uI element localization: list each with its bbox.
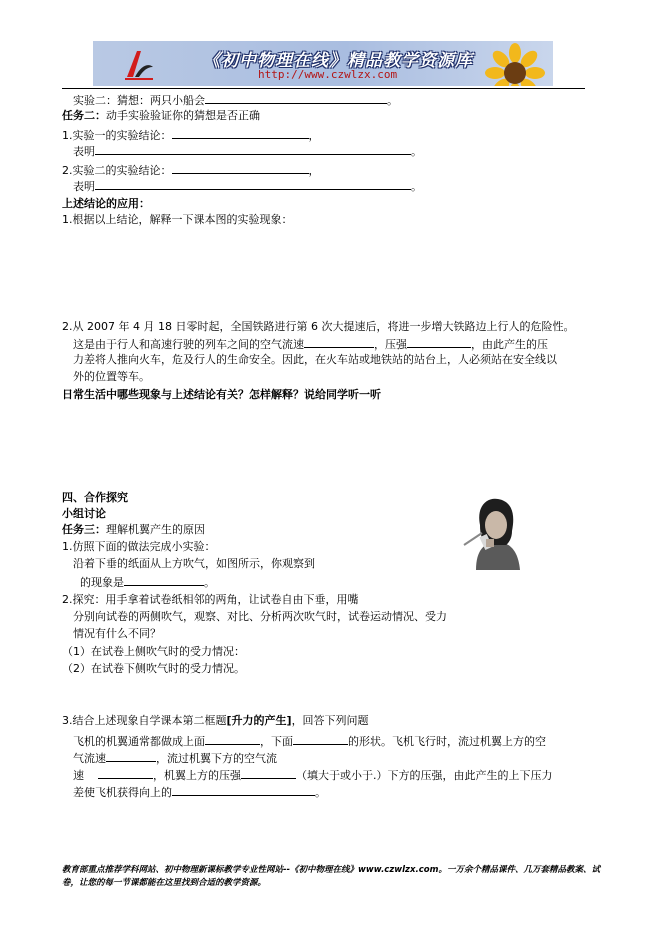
exp2-guess-line [73, 92, 398, 108]
q2-line [62, 162, 320, 178]
q1-label: 1.实验一的实验结论： [62, 129, 172, 142]
wing-text-a: 飞机的机翼通常都做成上面 [73, 735, 205, 748]
upper-airspeed-blank[interactable] [106, 750, 156, 762]
q1-comma: ， [308, 129, 320, 142]
t3-item-2b: 情况有什么不同？ [73, 627, 161, 640]
t3-item-1b-label: 的现象是 [80, 576, 124, 589]
q1-show-blank[interactable] [95, 143, 411, 155]
task3-text: 理解机翼产生的原因 [106, 523, 205, 536]
task2-text: 动手实验验证你的猜想是否正确 [106, 109, 260, 122]
task3-label: 任务三： [62, 523, 106, 536]
footer-note: 教育部重点推荐学科网站、初中物理新课标教学专业性网站--《初中物理在线》www.czwlzx.com。一万余个精品课件、几万套精品教案、试卷，让您的每一节课都能在这里找到合适的教学资源。 [62, 865, 600, 888]
upper-pressure-blank[interactable] [241, 767, 296, 779]
t3-item-2d: （2）在试卷下侧吹气时的受力情况。 [62, 662, 245, 675]
lift-blank[interactable] [172, 784, 315, 796]
t3-item-1: 1.仿照下面的做法完成小实验： [62, 540, 216, 553]
t3-item-3-text-c: ，回答下列问题 [291, 714, 369, 727]
q2-show-blank[interactable] [95, 178, 411, 190]
q2-show-label: 表明 [73, 180, 95, 193]
t3-item-3-line [62, 714, 369, 728]
airspeed-blank[interactable] [304, 336, 374, 348]
sunflower-icon [485, 43, 545, 86]
t3-item-1a: 沿着下垂的纸面从上方吹气，如图所示，你观察到 [73, 557, 315, 570]
banner-url[interactable]: http://www.czwlzx.com [258, 68, 398, 81]
apply2-text-a: 这是由于行人和高速行驶的列车之间的空气流速 [73, 338, 304, 351]
apply-item-2-line3: 力差将人推向火车，危及行人的生命安全。因此，在火车站或地铁站的站台上，人必须站在安全线以 [73, 353, 557, 366]
t3-item-2: 2.探究：用手拿着试卷纸相邻的两角，让试卷自由下垂，用嘴 [62, 593, 359, 606]
wing-text-f: 速 [73, 769, 84, 782]
task3-line [62, 523, 205, 537]
q1-show-line [73, 143, 422, 159]
q1-end: 。 [411, 145, 422, 158]
student-blowing-paper-photo [462, 495, 532, 570]
exp2-guess-blank[interactable] [205, 92, 387, 104]
wing-upper-shape-blank[interactable] [205, 733, 260, 745]
wing-text-b: ，下面 [260, 735, 293, 748]
observation-blank[interactable] [124, 574, 204, 586]
apply2-text-c: ，由此产生的压 [471, 338, 548, 351]
wing-line-1 [73, 733, 546, 749]
task2-line [62, 109, 260, 123]
site-logo-icon [123, 47, 155, 81]
daily-question: 日常生活中哪些现象与上述结论有关？怎样解释？说给同学听一听 [62, 388, 381, 401]
q2-blank[interactable] [172, 162, 309, 174]
wing-text-g: ，机翼上方的压强 [153, 769, 241, 782]
wing-line-2 [73, 750, 277, 766]
wing-text-j: 。 [315, 786, 326, 799]
header-rule [62, 88, 585, 89]
lower-airspeed-blank[interactable] [98, 767, 153, 779]
wing-text-c: 的形状。飞机飞行时，流过机翼上方的空 [348, 735, 546, 748]
q2-comma: ， [308, 164, 320, 177]
apply-item-2-line4: 外的位置等车。 [73, 370, 150, 383]
apply-item-1: 1.根据以上结论，解释一下课本图的实验现象： [62, 213, 293, 226]
apply-heading: 上述结论的应用： [62, 197, 150, 210]
wing-line-4 [73, 784, 326, 800]
wing-text-h: （填大于或小于.）下方的压强，由此产生的上下压力 [296, 769, 553, 782]
wing-text-i: 差使飞机获得向上的 [73, 786, 172, 799]
task2-label: 任务二： [62, 109, 106, 122]
wing-line-3 [73, 767, 553, 783]
q1-blank[interactable] [172, 127, 309, 139]
t3-item-3-text-a: 3.结合上述现象自学课本第二框题 [62, 714, 227, 727]
q2-label: 2.实验二的实验结论： [62, 164, 172, 177]
group-discussion-heading: 小组讨论 [62, 507, 106, 520]
header-banner [93, 41, 553, 86]
apply2-text-b: ，压强 [374, 338, 407, 351]
exp2-guess-end: 。 [387, 94, 398, 107]
t3-item-1b-end: 。 [204, 576, 215, 589]
q2-show-line [73, 178, 422, 194]
q1-line [62, 127, 320, 143]
banner-title: 《初中物理在线》精品教学资源库 [203, 51, 473, 71]
apply-item-2-line1: 2.从 2007 年 4 月 18 日零时起，全国铁路进行第 6 次大提速后，将进一步增大铁路边上行人的危险性。 [62, 320, 575, 333]
wing-text-e: ，流过机翼下方的空气流 [156, 752, 277, 765]
t3-item-1b-line [80, 574, 215, 590]
t3-item-2c: （1）在试卷上侧吹气时的受力情况： [62, 645, 245, 658]
apply-item-2-line2 [73, 336, 548, 352]
q1-show-label: 表明 [73, 145, 95, 158]
wing-lower-shape-blank[interactable] [293, 733, 348, 745]
wing-text-d: 气流速 [73, 752, 106, 765]
t3-item-2a: 分别向试卷的两侧吹气，观察、对比、分析两次吹气时，试卷运动情况、受力 [73, 610, 447, 623]
q2-end: 。 [411, 180, 422, 193]
pressure-blank[interactable] [407, 336, 471, 348]
lift-topic-title: [升力的产生] [226, 714, 292, 727]
section4-heading: 四、合作探究 [62, 491, 128, 504]
exp2-guess-label: 实验二：猜想：两只小船会 [73, 94, 205, 107]
